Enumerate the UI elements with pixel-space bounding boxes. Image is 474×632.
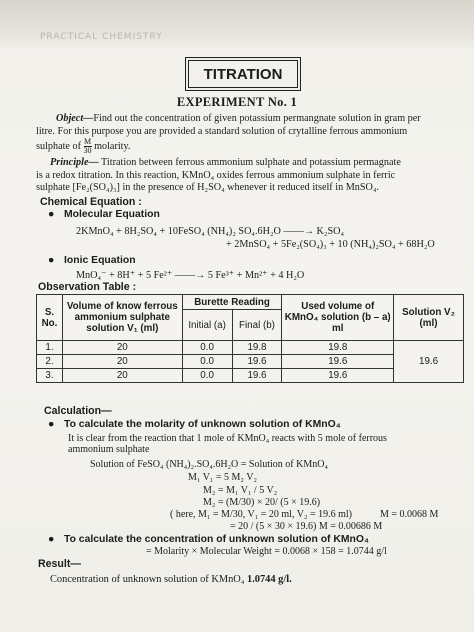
table-header-row — [37, 295, 464, 310]
object-line-3 — [36, 138, 448, 155]
page-header-strip — [0, 0, 474, 48]
result-heading: Result— — [38, 558, 81, 570]
result-value: 1.0744 g/l. — [247, 574, 292, 585]
object-label: Object— — [56, 113, 94, 124]
result-line — [50, 574, 292, 585]
calc-text-2: ammonium sulphate — [68, 444, 150, 455]
calc-bullet-concentration: To calculate the concentration of unknown solution of KMnO₄ — [64, 534, 369, 545]
calc-equation-6: = 20 / (5 × 30 × 19.6) M = 0.00686 M — [230, 521, 383, 532]
ionic-equation-heading: Ionic Equation — [64, 255, 136, 266]
column-header-used-volume: Used volume of KMnO₄ solution (b – a) ml — [282, 295, 394, 341]
cell-used: 19.6 — [282, 355, 394, 369]
object-paragraph — [36, 113, 448, 155]
object-text-3a: sulphate of — [36, 140, 81, 152]
calc-equation-5b: M = 0.0068 M — [380, 509, 439, 520]
principle-paragraph — [36, 157, 448, 195]
calc-equation-1: Solution of FeSO₄ (NH₄)₂.SO₄.6H₂O = Solution of KMnO₄ — [90, 459, 328, 470]
calculation-heading: Calculation— — [44, 405, 112, 417]
cell-sno: 1. — [37, 341, 63, 355]
column-header-burette: Burette Reading — [182, 295, 282, 310]
cell-initial: 0.0 — [182, 355, 232, 369]
column-header-solution: Solution V₂ (ml) — [394, 295, 464, 341]
column-header-volume: Volume of know ferrous ammonium sulphate solution V₁ (ml) — [62, 295, 182, 341]
observation-table-heading: Observation Table : — [38, 281, 137, 293]
observation-table — [36, 294, 464, 383]
cell-final: 19.8 — [232, 341, 282, 355]
object-text-2: litre. For this purpose you are provided a standard solution of crytalline ferrous ammonium — [36, 125, 408, 137]
principle-text-1: Titration between ferrous ammonium sulphate and potassium permagnate — [101, 157, 401, 168]
column-header-sno: S. No. — [37, 295, 63, 341]
column-header-initial: Initial (a) — [182, 310, 232, 341]
bullet-dot-icon: ● — [48, 254, 55, 266]
cell-sno: 3. — [37, 369, 63, 383]
ionic-equation: MnO₄⁻ + 8H⁺ + 5 Fe²⁺ ——→ 5 Fe³⁺ + Mn²⁺ + 4 H₂O — [76, 270, 305, 281]
molecular-equation-line-2: + 2MnSO₄ + 5Fe₂(SO₄)₃ + 10 (NH₄)₂SO₄ + 68H₂O — [226, 239, 435, 250]
molecular-equation-heading: Molecular Equation — [64, 209, 160, 220]
cell-used: 19.8 — [282, 341, 394, 355]
bullet-dot-icon: ● — [48, 208, 55, 220]
principle-line-1 — [36, 157, 448, 170]
object-line-1 — [36, 113, 448, 126]
object-text-1: Find out the concentration of given potassium permangnate solution in gram per — [93, 113, 421, 124]
result-text: Concentration of unknown solution of KMnO₄ — [50, 574, 245, 585]
cell-final: 19.6 — [232, 355, 282, 369]
calc-equation-5: ( here, M₁ = M/30, V₁ = 20 ml, V₂ = 19.6 ml) — [170, 509, 353, 520]
calc-equation-7: = Molarity × Molecular Weight = 0.0068 × 158 = 1.0744 g/l — [146, 546, 387, 557]
fraction-numerator: M — [83, 137, 92, 146]
cell-used: 19.6 — [282, 369, 394, 383]
cell-v1: 20 — [62, 369, 182, 383]
molecular-equation-line-1: 2KMnO₄ + 8H₂SO₄ + 10FeSO₄ (NH₄)₂ SO₄.6H₂O ——→ K₂SO₄ — [76, 226, 345, 237]
calc-bullet-molarity: To calculate the molarity of unknown solution of KMnO₄ — [64, 419, 341, 430]
cell-sno: 2. — [37, 355, 63, 369]
calc-equation-2: M₁ V₁ = 5 M₂ V₂ — [188, 472, 257, 483]
bullet-dot-icon: ● — [48, 533, 55, 545]
calc-equation-3: M₂ = M₁ V₁ / 5 V₂ — [203, 485, 278, 496]
bullet-dot-icon: ● — [48, 418, 55, 430]
cell-solution-v2: 19.6 — [394, 341, 464, 383]
calc-equation-4: M₂ = (M/30) × 20/ (5 × 19.6) — [203, 497, 321, 508]
cell-v1: 20 — [62, 341, 182, 355]
document-title: TITRATION — [188, 60, 298, 88]
cell-v1: 20 — [62, 355, 182, 369]
column-header-final: Final (b) — [232, 310, 282, 341]
cell-final: 19.6 — [232, 369, 282, 383]
calc-text-1: It is clear from the reaction that 1 mole of KMnO₄ reacts with 5 mole of ferrous — [68, 433, 387, 444]
object-text-3b: molarity. — [94, 140, 131, 152]
molarity-fraction — [84, 138, 92, 155]
cell-initial: 0.0 — [182, 369, 232, 383]
principle-text-2: is a redox titration. In this reaction, KMnO₄ oxides ferrous ammonium sulphate in ferric — [36, 169, 396, 181]
table-row — [37, 341, 464, 355]
chemical-equation-heading: Chemical Equation : — [40, 196, 142, 208]
header-strip-text: PRACTICAL CHEMISTRY — [40, 32, 163, 42]
fraction-denominator: 30 — [83, 146, 92, 155]
cell-initial: 0.0 — [182, 341, 232, 355]
principle-text-3: sulphate [Fe₂(SO₄)₃] in the presence of H₂SO₄ whenever it reduced itself in MnSO₄. — [36, 182, 379, 193]
experiment-heading: EXPERIMENT No. 1 — [176, 95, 298, 109]
principle-label: Principle— — [50, 157, 99, 168]
